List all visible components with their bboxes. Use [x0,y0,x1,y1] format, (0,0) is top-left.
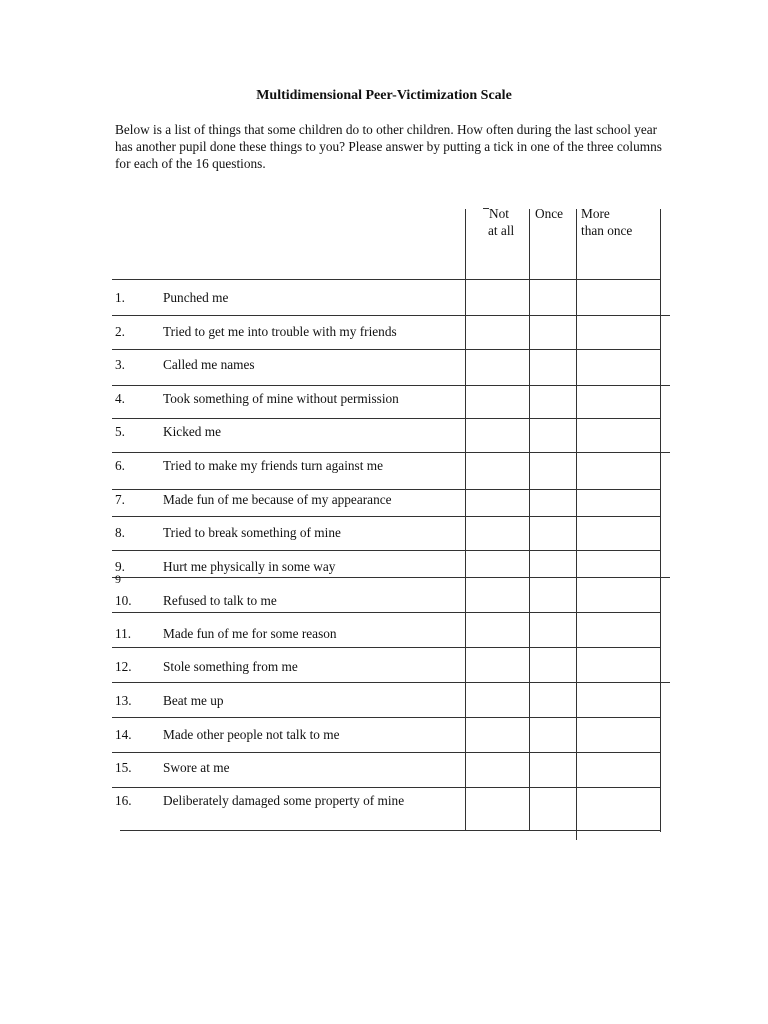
column-rule [660,279,661,832]
row-rule [112,385,670,386]
row-rule [112,550,660,551]
row-rule [112,279,660,280]
row-rule [112,315,670,316]
row-rule [112,349,660,350]
column-header-more-than-once [581,205,661,239]
row-rule [112,489,660,490]
item-number: 4. [115,391,125,406]
column-header-not-at-all-line1: Not [489,206,509,221]
item-number: 3. [115,357,125,372]
stray-numeral: 9 [115,572,121,586]
item-number: 16. [115,793,132,808]
item-number: 13. [115,693,132,708]
row-rule [112,787,660,788]
row-rule [112,612,660,613]
item-text: Swore at me [163,760,230,775]
item-number: 5. [115,424,125,439]
row-rule [112,516,660,517]
column-header-more-line2: than once [581,223,633,238]
column-header-once: Once [535,206,564,221]
item-text: Made fun of me for some reason [163,626,337,641]
item-number: 7. [115,492,125,507]
item-number: 15. [115,760,132,775]
item-text: Kicked me [163,424,221,439]
intro-paragraph: Below is a list of things that some children do to other children. How often during the last school year has another pupil done these things to you? Please answer by putting a tick in one of the three columns for each of the 16 questions. [115,122,662,171]
column-header-not-at-all-line2: at all [488,223,515,238]
item-number: 10. [115,593,132,608]
item-text: Deliberately damaged some property of mine [163,793,405,808]
row-rule [112,647,660,648]
column-header-not-at-all [482,205,526,239]
column-rule [576,209,577,840]
row-rule [112,577,670,578]
page-title: Multidimensional Peer-Victimization Scale [256,88,512,103]
item-text: Tried to break something of mine [163,525,341,540]
column-rule [529,209,530,830]
item-number: 2. [115,324,125,339]
row-rule [112,452,670,453]
item-text: Made other people not talk to me [163,727,340,742]
item-text: Hurt me physically in some way [163,559,336,574]
item-text: Refused to talk to me [163,593,277,608]
item-text: Made fun of me because of my appearance [163,492,392,507]
row-rule [112,752,660,753]
table-bottom-rule [120,830,661,831]
item-text: Beat me up [163,693,224,708]
row-rule [112,418,660,419]
item-number: 6. [115,458,125,473]
row-rule [112,717,660,718]
item-text: Stole something from me [163,659,298,674]
item-text: Called me names [163,357,255,372]
item-number: 8. [115,525,125,540]
item-number: 11. [115,626,132,641]
column-rule [660,209,661,279]
item-number: 12. [115,659,132,674]
column-header-more-line1: More [581,206,610,221]
item-text: Punched me [163,290,229,305]
item-text: Tried to make my friends turn against me [163,458,383,473]
item-text: Tried to get me into trouble with my friends [163,324,397,339]
item-text: Took something of mine without permission [163,391,399,406]
item-number: 14. [115,727,132,742]
item-number: 1. [115,290,125,305]
column-rule [465,209,466,830]
item-number: 9. [115,559,125,574]
row-rule [112,682,670,683]
